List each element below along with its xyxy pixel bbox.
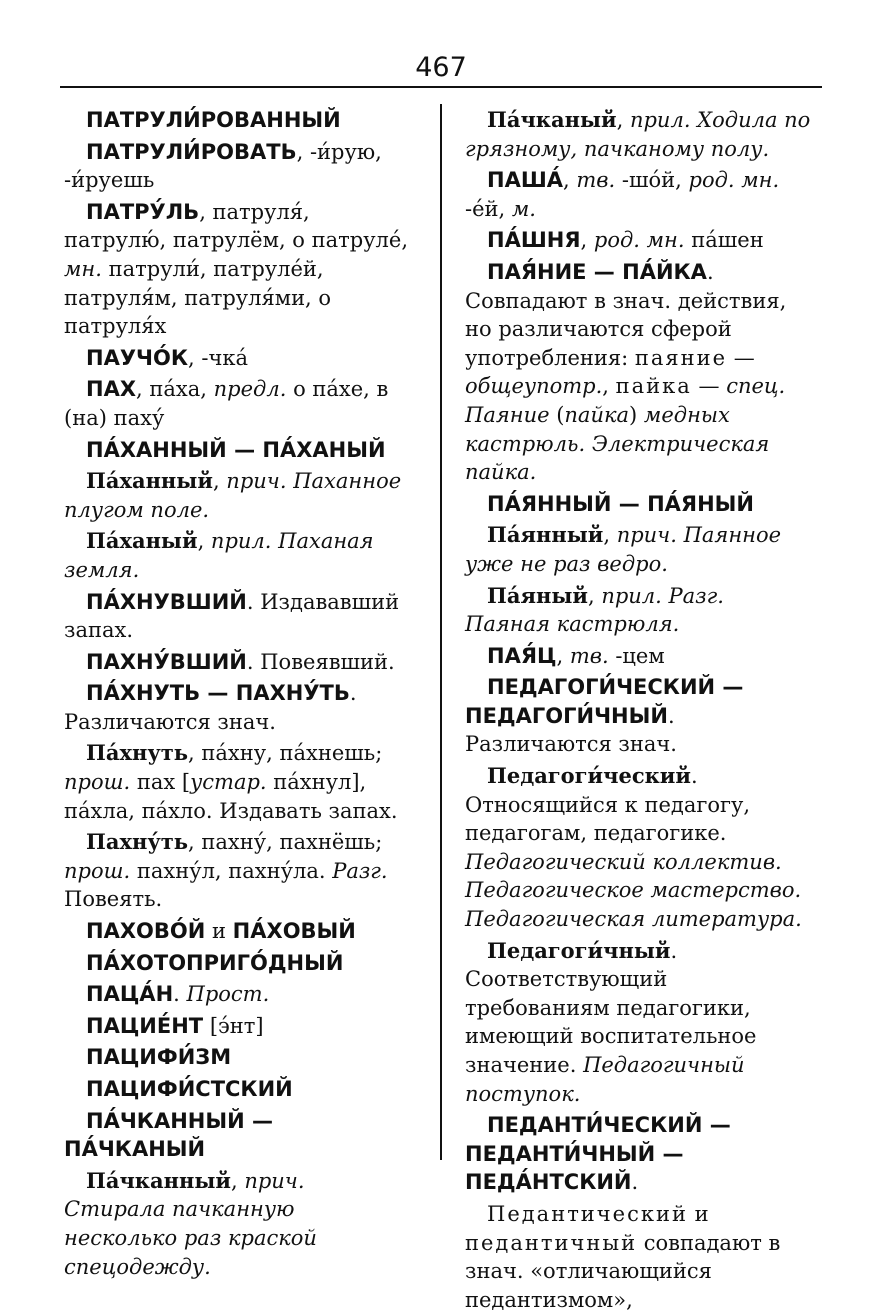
dictionary-entry: ПАЦИФИ́ЗМ bbox=[86, 1045, 232, 1070]
dictionary-entry: Па́хнуть, па́хну, па́хнешь; прош. пах [устар. па́хнул], па́хла, па́хло. Издавать запах. bbox=[64, 740, 398, 823]
dictionary-entry: ПАХОВО́Й и ПА́ХОВЫЙ bbox=[86, 919, 356, 944]
dictionary-entry: ПА́ШНЯ, род. мн. па́шен bbox=[487, 228, 764, 253]
dictionary-entry: ПА́ХОТОПРИГО́ДНЫЙ bbox=[86, 950, 344, 975]
dictionary-entry: ПАЯ́Ц, тв. -цем bbox=[487, 643, 665, 668]
dictionary-entry: Педагоги́чный. Соответствующий требованиям педагогики, имеющий воспитательное значение. Педагогичный поступок. bbox=[465, 937, 757, 1106]
dictionary-entry: Па́яный, прил. Разг. Паяная кастрюля. bbox=[465, 582, 724, 637]
dictionary-entry: ПЕДАГОГИ́ЧЕСКИЙ — ПЕДАГОГИ́ЧНЫЙ. Различаются знач. bbox=[465, 675, 744, 757]
dictionary-entry: ПА́ЧКАННЫЙ — ПА́ЧКАНЫЙ bbox=[64, 1108, 274, 1162]
dictionary-entry: ПА́ХАННЫЙ — ПА́ХАНЫЙ bbox=[86, 437, 386, 462]
dictionary-entry: ПАЯ́НИЕ — ПА́ЙКА. Совпадают в знач. действия, но различаются сферой употребления: паяние — общеупотр., пайка — спец. Паяние (пайка) медных кастрюль. Электрическая пайка. bbox=[465, 259, 787, 485]
dictionary-entry: Па́ханный, прич. Паханное плугом поле. bbox=[64, 468, 402, 522]
right-column bbox=[465, 106, 813, 1314]
dictionary-entry: ПА́ЯННЫЙ — ПА́ЯНЫЙ bbox=[487, 491, 755, 516]
dictionary-entry: Педантический и педантичный совпадают в знач. «отличающийся педантизмом», bbox=[465, 1201, 781, 1312]
dictionary-entry: ПАТРУЛИ́РОВАННЫЙ bbox=[86, 108, 341, 132]
dictionary-entry: ПАЦИЕ́НТ [э́нт] bbox=[86, 1013, 264, 1038]
dictionary-entry: ПАЦА́Н. Прост. bbox=[86, 982, 270, 1007]
dictionary-entry: ПА́ХНУВШИЙ. Издававший запах. bbox=[64, 589, 400, 643]
dictionary-entry: Па́янный, прич. Паянное уже не раз ведро. bbox=[465, 522, 782, 576]
dictionary-entry: ПАУЧО́К, -чка́ bbox=[86, 345, 248, 370]
left-column bbox=[64, 106, 412, 1281]
page-number: 467 bbox=[415, 52, 467, 83]
dictionary-entry: ПАХ, па́ха, предл. о па́хе, в (на) паху́ bbox=[64, 377, 389, 430]
dictionary-entry: Пахну́ть, пахну́, пахнёшь; прош. пахну́л, пахну́ла. Разг. Повеять. bbox=[64, 829, 388, 912]
header-rule bbox=[60, 86, 822, 88]
dictionary-entry: Па́чканый, прил. Ходила по грязному, пачканому полу. bbox=[465, 107, 811, 161]
dictionary-entry: Па́ханый, прил. Паханая земля. bbox=[64, 528, 374, 582]
dictionary-entry: ПАХНУ́ВШИЙ. Повеявший. bbox=[86, 649, 395, 674]
dictionary-entry: ПАША́, тв. -шо́й, род. мн. -е́й, м. bbox=[465, 168, 780, 221]
dictionary-entry: ПАТРУ́ЛЬ, патруля́, патрулю́, патрулём, о патруле́, мн. патрули́, патруле́й, патруля́м, патруля́ми, о патруля́х bbox=[64, 199, 408, 339]
dictionary-entry: ПАТРУЛИ́РОВАТЬ, -и́рую, -и́руешь bbox=[64, 139, 382, 193]
dictionary-entry: ПЕДАНТИ́ЧЕСКИЙ — ПЕДАНТИ́ЧНЫЙ — ПЕДА́НТСКИЙ. bbox=[465, 1113, 731, 1195]
dictionary-entry: Па́чканный, прич. Стирала пачканную несколько раз краской спецодежду. bbox=[64, 1167, 317, 1279]
dictionary-entry: ПАЦИФИ́СТСКИЙ bbox=[86, 1077, 293, 1101]
dictionary-entry: ПА́ХНУТЬ — ПАХНУ́ТЬ. Различаются знач. bbox=[64, 681, 357, 734]
column-divider bbox=[440, 104, 442, 1160]
dictionary-entry: Педагоги́ческий. Относящийся к педагогу, педагогам, педагогике. Педагогический коллектив. Педагогическое мастерство. Педагогическая литература. bbox=[465, 763, 802, 932]
